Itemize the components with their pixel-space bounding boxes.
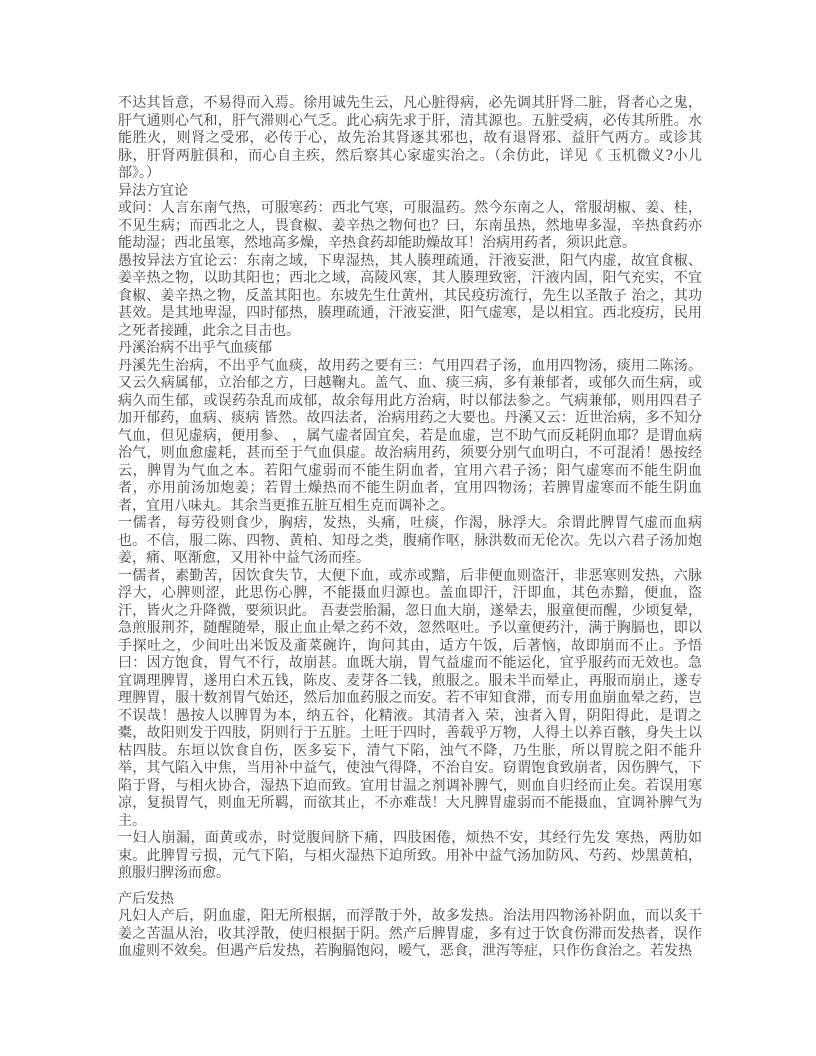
section-heading: 丹溪治病不出乎气血痰郁 <box>118 340 272 356</box>
paragraph: 愚按异法方宜论云：东南之域，下卑湿热，其人腠理疏通，汗液妄泄，阳气内虚，故宜食椒、姜辛热之物，以助其阳也；西北之域，高陵风寒，其人腠理致密，汗液内固，阳气充实，不宜食椒、姜辛热之物，反盖其阳也。东坡先生仕黄州，其民疫疠流行，先生以圣散子 治之，其功甚效。是其地卑湿，四时郁热，腠理疏通，汗液妄泄，阳气虚寒，是以相宜。西北疫疠，民用之死者接踵，此余之目击也。 <box>118 252 702 339</box>
paragraph: 一妇人崩漏，面黄或赤，时觉腹间脐下痛，四肢困倦，烦热不安，其经行先发 寒热，两肋如束。此脾胃亏损，元气下陷，与相火湿热下迫所致。用补中益气汤加防风、芍药、炒黑黄柏，煎服归脾汤而愈。 <box>118 830 702 881</box>
paragraph: 一儒者，每劳役则食少，胸痞，发热，头痛，吐痰，作渴，脉浮大。余谓此脾胃气虚而血病也。不信，服二陈、四物、黄柏、知母之类，腹痛作呕，脉洪数而无伦次。先以六君子汤加炮 姜，痛、呕渐愈，又用补中益气汤而痊。 <box>118 515 702 566</box>
paragraph: 不达其旨意，不易得而入焉。徐用诚先生云，凡心脏得病，必先调其肝肾二脏，肾者心之鬼，肝气通则心气和，肝气滞则心气乏。此心病先求于肝，清其源也。五脏受病，必传其所胜。水能胜火，则肾之受邪，必传于心，故先治其肾逐其邪也，故有退肾邪、益肝气两方。或诊其脉，肝肾两脏俱和，而心自主疾，然后察其心家虚实治之。（余仿此，详见《 玉机微义?小儿部》。） <box>118 95 702 181</box>
paragraph: 丹溪先生治病，不出乎气血痰，故用药之要有三：气用四君子汤，血用四物汤，痰用二陈汤。又云久病属郁，立治郁之方，曰越鞠丸。盖气、血、痰三病，多有兼郁者，或郁久而生病，或病久而生郁，或误药杂乱而成郁，故余每用此方治病，时以郁法参之。气病兼郁，则用四君子加开郁药，血病、痰病 皆然。故四法者，治病用药之大要也。丹溪又云：近世治病，多不知分气血，但见虚病，便用参、 ，属气虚者固宜矣，若是血虚，岂不助气而反耗阴血耶？是谓血病治气，则血愈虚耗，甚而至于气血俱虚。故治病用药，须要分别气血明白，不可混淆！愚按经云，脾胃为气血之本。若阳气虚弱而不能生阴血者，宜用六君子汤；阳气虚寒而不能生阴血者，亦用前汤加炮姜；若胃土燥热而不能生阴血者，宜用四物汤；若脾胃虚寒而不能生阴血者，宜用八味丸。其余当更推五脏互相生克而调补之。 <box>118 357 702 514</box>
section-heading: 异法方宜论 <box>118 182 188 199</box>
paragraph: 凡妇人产后，阴血虚，阳无所根据，而浮散于外，故多发热。治法用四物汤补阴血，而以炙干姜之苦温从治，收其浮散，使归根据于阴。然产后脾胃虚，多有过于饮食伤滞而发热者，误作血虚则不效矣。但遇产后发热，若胸膈饱闷，嗳气，恶食，泄泻等症，只作伤食治之。若发热 <box>118 908 702 959</box>
paragraph: 或问：人言东南气热，可服寒药：西北气寒，可服温药。然今东南之人，常服胡椒、姜、桂，不见生病；而西北之人，畏食椒、姜辛热之物何也？曰，东南虽热，然地卑多湿，辛热食药亦能劫湿；西北虽寒，然地高多燥，辛热食药却能助燥故耳！治病用药者，须识此意。 <box>118 200 702 251</box>
paragraph: 一儒者，素勤苦，因饮食失节，大便下血，或赤或黯，后非便血则盗汗，非恶寒则发热，六脉浮大，心脾则涩，此思伤心脾，不能摄血归源也。盖血即汗，汗即血，其色赤黯，便血，盗汗，皆火之升降微，要须识此。 吾妻尝胎漏，忽日血大崩，遂晕去，服童便而醒，少顷复晕，急煎服荆芥，随醒随晕，服止血止晕之药不效，忽然呕吐。予以童便药汁，满于胸膈也，即以手探吐之，少间吐出米饭及齑菜碗许，询问其由，适方午饭，后著恼，故即崩而不止。予悟曰：因方饱食，胃气不行，故崩甚。血既大崩，胃气益虚而不能运化，宜乎服药而无效也。急宜调理脾胃，遂用白术五钱，陈皮、麦芽各二钱，煎服之。服未半而晕止，再服而崩止，遂专理脾胃，服十数剂胃气始还，然后加血药服之而安。若不审知食滞，而专用血崩血晕之药，岂不误哉！愚按人以脾胃为本，纳五谷，化精液。其清者入 荣，浊者入胃，阴阳得此，是谓之橐，故阳则发于四肢，阴则行于五脏。土旺于四时，善载乎万物，人得土以养百骸，身失土以枯四肢。东垣以饮食自伤，医多妄下，清气下陷，浊气不降，乃生胀，所以胃脘之阳不能升举，其气陷入中焦，当用补中益气，使浊气得降，不治自安。窃谓饱食致崩者，因伤脾气，下陷于肾，与相火协合，湿热下迫而致。宜用甘温之剂调补脾气，则血自归经而止矣。若误用寒凉，复损胃气，则血无所羁，而欲其止，不亦难哉！大凡脾胃虚弱而不能摄血，宜调补脾气为主。 <box>118 567 702 829</box>
document-body <box>118 95 702 961</box>
section-heading: 产后发热 <box>118 890 174 907</box>
